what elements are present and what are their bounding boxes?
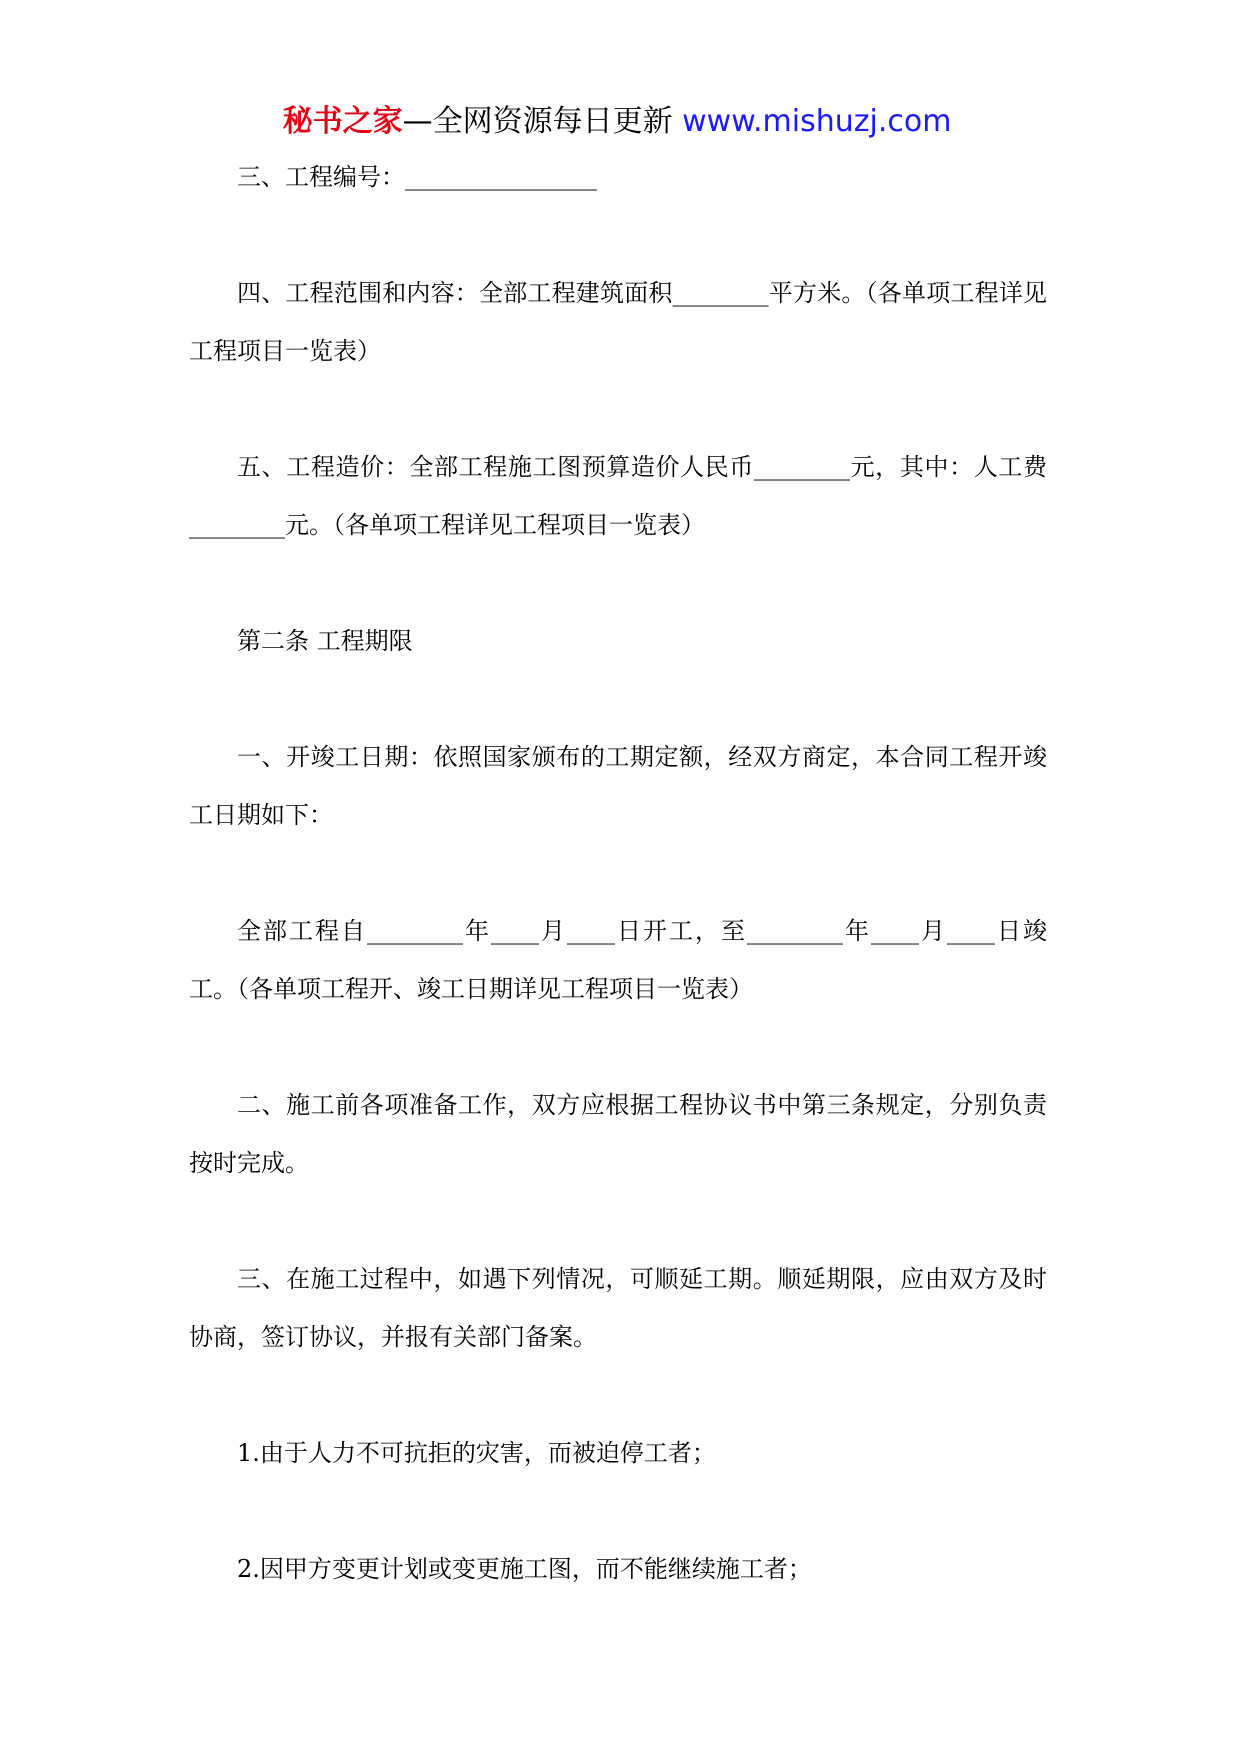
section-heading-project-term: 第二条 工程期限 [237,627,413,655]
site-slogan: —全网资源每日更新 [402,104,673,139]
paragraph-date-range: 全部工程自________年____月____日开工，至________年____月____日竣工。（各单项工程开、竣工日期详见工程项目一览表） [189,917,1047,1003]
site-url-link[interactable]: www.mishuzj.com [682,104,952,139]
document-body [189,148,1047,1598]
paragraph-project-scope: 四、工程范围和内容：全部工程建筑面积________平方米。（各单项工程详见工程项目一览表） [189,279,1047,365]
paragraph-project-number: 三、工程编号：________________ [237,163,597,191]
paragraph-start-completion: 一、开竣工日期：依照国家颁布的工期定额，经双方商定，本合同工程开竣工日期如下： [189,743,1047,829]
list-item-plan-change: 2.因甲方变更计划或变更施工图，而不能继续施工者； [237,1555,812,1583]
site-brand: 秘书之家 [282,104,403,139]
paragraph-extension: 三、在施工过程中，如遇下列情况，可顺延工期。顺延期限，应由双方及时协商，签订协议，并报有关部门备案。 [189,1265,1047,1351]
paragraph-project-cost: 五、工程造价：全部工程施工图预算造价人民币________元，其中：人工费________元。（各单项工程详见工程项目一览表） [189,453,1047,539]
site-header [0,100,1234,144]
list-item-force-majeure: 1.由于人力不可抗拒的灾害，而被迫停工者； [237,1439,716,1467]
paragraph-preparation: 二、施工前各项准备工作，双方应根据工程协议书中第三条规定，分别负责按时完成。 [189,1091,1047,1177]
